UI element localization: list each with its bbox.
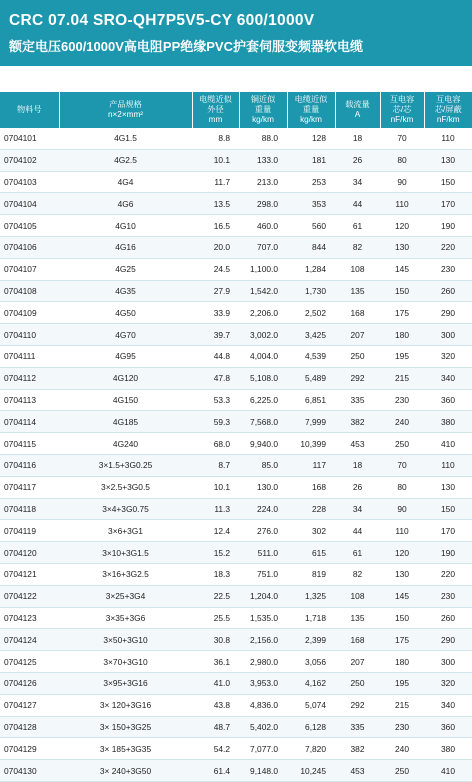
table-row xyxy=(0,520,472,542)
cell-capacitance-core-core: 110 xyxy=(380,193,424,215)
cell-copper-weight: 3,002.0 xyxy=(239,324,287,346)
table-row xyxy=(0,563,472,585)
cell-outer-diameter: 13.5 xyxy=(192,193,239,215)
cell-current-capacity: 61 xyxy=(335,542,380,564)
cell-capacitance-core-core: 230 xyxy=(380,716,424,738)
cell-capacitance-core-core: 180 xyxy=(380,324,424,346)
header-current-capacity: 载流量 A xyxy=(335,92,380,128)
page-subtitle: 额定电压600/1000V高电阻PP绝缘PVC护套伺服变频器软电缆 xyxy=(9,39,363,54)
cell-cable-weight: 10,399 xyxy=(300,438,326,449)
cell-capacitance-core-core: 70 xyxy=(397,133,407,144)
table-row xyxy=(0,476,472,498)
cell-capacitance-core-core: 215 xyxy=(380,367,424,389)
cell-code: 0704118 xyxy=(0,498,59,520)
cell-cable-weight: 2,399 xyxy=(287,629,335,651)
cell-capacitance-core-shield: 290 xyxy=(424,629,472,651)
cell-spec: 4G70 xyxy=(59,324,192,346)
cell-code: 0704116 xyxy=(0,454,59,476)
cell-code: 0704129 xyxy=(4,743,37,754)
cell-capacitance-core-core: 90 xyxy=(397,176,407,187)
cell-spec: 3×6+3G1 xyxy=(108,525,143,536)
cell-current-capacity: 382 xyxy=(350,743,365,754)
cell-copper-weight: 88.0 xyxy=(261,133,278,144)
cell-spec: 3×95+3G16 xyxy=(59,672,192,694)
cell-outer-diameter: 27.9 xyxy=(192,280,239,302)
cell-capacitance-core-core: 180 xyxy=(395,656,409,667)
table-row xyxy=(0,324,472,346)
cell-copper-weight: 6,225.0 xyxy=(250,394,278,405)
cell-spec: 3×10+3G1.5 xyxy=(59,542,192,564)
cell-current-capacity: 335 xyxy=(350,394,365,405)
cell-capacitance-core-shield: 150 xyxy=(424,498,472,520)
cell-capacitance-core-shield: 150 xyxy=(441,176,455,187)
cell-capacitance-core-shield: 300 xyxy=(441,656,455,667)
cell-spec: 3×50+3G10 xyxy=(59,629,192,651)
cell-spec: 4G185 xyxy=(59,411,192,433)
cell-capacitance-core-shield: 220 xyxy=(441,569,455,580)
cell-outer-diameter: 61.4 xyxy=(192,760,239,782)
cell-outer-diameter: 15.2 xyxy=(192,542,239,564)
cell-capacitance-core-shield: 220 xyxy=(424,236,472,258)
cell-spec: 4G2.5 xyxy=(59,149,192,171)
cell-outer-diameter: 22.5 xyxy=(192,585,239,607)
cell-cable-weight: 6,128 xyxy=(287,716,335,738)
header-spec: 产品规格 n×2×mm² xyxy=(59,92,192,128)
cell-copper-weight: 298.0 xyxy=(239,193,287,215)
cell-cable-weight: 5,074 xyxy=(305,700,326,711)
cell-code: 0704107 xyxy=(4,264,37,275)
cell-code: 0704102 xyxy=(0,149,59,171)
table-row xyxy=(0,302,472,324)
cell-spec: 3×35+3G6 xyxy=(105,612,146,623)
cell-copper-weight: 3,953.0 xyxy=(239,672,287,694)
cell-capacitance-core-shield: 360 xyxy=(424,716,472,738)
cell-capacitance-core-shield: 260 xyxy=(441,612,455,623)
cell-outer-diameter: 47.8 xyxy=(192,367,239,389)
table-row xyxy=(0,542,472,564)
cell-capacitance-core-shield: 190 xyxy=(441,220,455,231)
cell-copper-weight: 9,148.0 xyxy=(239,760,287,782)
cell-cable-weight: 302 xyxy=(312,525,326,536)
cell-code: 0704113 xyxy=(4,394,36,405)
cell-capacitance-core-core: 175 xyxy=(380,629,424,651)
cell-capacitance-core-shield: 130 xyxy=(424,149,472,171)
cell-current-capacity: 453 xyxy=(350,438,365,449)
cell-outer-diameter: 53.3 xyxy=(213,394,230,405)
cell-copper-weight: 4,004.0 xyxy=(250,351,278,362)
table-row xyxy=(0,760,472,782)
cell-capacitance-core-shield: 380 xyxy=(424,411,472,433)
table-row xyxy=(0,236,472,258)
cell-current-capacity: 292 xyxy=(350,700,365,711)
cell-capacitance-core-shield: 290 xyxy=(441,307,455,318)
table-row xyxy=(0,607,472,629)
cell-spec: 4G10 xyxy=(115,220,136,231)
cell-spec: 3×16+3G2.5 xyxy=(102,569,149,580)
cell-code: 0704103 xyxy=(4,176,37,187)
cell-copper-weight: 2,980.0 xyxy=(250,656,278,667)
cell-copper-weight: 1,535.0 xyxy=(250,612,278,623)
cell-copper-weight: 1,100.0 xyxy=(250,264,278,275)
cell-cable-weight: 2,502 xyxy=(305,307,326,318)
cell-current-capacity: 135 xyxy=(335,280,380,302)
cell-capacitance-core-core: 230 xyxy=(395,394,409,405)
table-row xyxy=(0,498,472,520)
cell-outer-diameter: 43.8 xyxy=(213,700,230,711)
cell-code: 0704128 xyxy=(0,716,59,738)
cell-spec: 4G16 xyxy=(59,236,192,258)
cell-cable-weight: 128 xyxy=(312,133,326,144)
cell-capacitance-core-core: 175 xyxy=(395,307,409,318)
cell-spec: 3×1.5+3G0.25 xyxy=(59,454,192,476)
cell-current-capacity: 26 xyxy=(335,149,380,171)
table-row xyxy=(0,672,472,694)
cell-current-capacity: 250 xyxy=(335,672,380,694)
cell-copper-weight: 751.0 xyxy=(257,569,278,580)
table-row xyxy=(0,454,472,476)
cell-code: 0704110 xyxy=(0,324,59,346)
cell-cable-weight: 1,325 xyxy=(287,585,335,607)
cell-current-capacity: 168 xyxy=(350,307,365,318)
cell-capacitance-core-shield: 410 xyxy=(424,760,472,782)
cell-current-capacity: 61 xyxy=(352,220,363,231)
cell-cable-weight: 6,851 xyxy=(305,394,326,405)
cell-code: 0704124 xyxy=(0,629,59,651)
table-row xyxy=(0,694,472,716)
cell-code: 0704120 xyxy=(0,542,59,564)
cell-capacitance-core-core: 215 xyxy=(395,700,409,711)
header-cable-weight: 电缆近似 重量 kg/km xyxy=(287,92,335,128)
cell-outer-diameter: 68.0 xyxy=(213,438,230,449)
cell-capacitance-core-core: 110 xyxy=(395,525,409,536)
cell-capacitance-core-core: 120 xyxy=(380,542,424,564)
cell-capacitance-core-shield: 170 xyxy=(441,525,455,536)
cell-current-capacity: 207 xyxy=(350,656,365,667)
cell-capacitance-core-shield: 300 xyxy=(424,324,472,346)
cell-copper-weight: 133.0 xyxy=(239,149,287,171)
cell-code: 0704112 xyxy=(0,367,59,389)
cell-cable-weight: 10,245 xyxy=(287,760,335,782)
cell-cable-weight: 819 xyxy=(312,569,326,580)
cell-cable-weight: 844 xyxy=(287,236,335,258)
cell-copper-weight: 224.0 xyxy=(239,498,287,520)
cell-spec: 3× 120+3G16 xyxy=(99,700,152,711)
cell-current-capacity: 82 xyxy=(335,236,380,258)
cell-code: 0704105 xyxy=(4,220,37,231)
cell-capacitance-core-core: 120 xyxy=(395,220,409,231)
cell-capacitance-core-core: 130 xyxy=(395,569,409,580)
cell-spec: 3×25+3G4 xyxy=(59,585,192,607)
cell-current-capacity: 108 xyxy=(350,264,365,275)
cell-copper-weight: 4,836.0 xyxy=(250,700,278,711)
cell-cable-weight: 117 xyxy=(287,454,335,476)
table-row xyxy=(0,149,472,171)
table-row xyxy=(0,171,472,193)
cell-current-capacity: 26 xyxy=(352,482,363,493)
cell-spec: 3× 185+3G35 xyxy=(99,743,152,754)
cell-capacitance-core-shield: 190 xyxy=(424,542,472,564)
cell-capacitance-core-core: 80 xyxy=(397,482,407,493)
cell-capacitance-core-shield: 230 xyxy=(441,264,455,275)
cell-capacitance-core-shield: 410 xyxy=(441,438,455,449)
cell-cable-weight: 1,718 xyxy=(305,612,326,623)
cell-capacitance-core-core: 145 xyxy=(380,585,424,607)
cell-cable-weight: 353 xyxy=(287,193,335,215)
cable-spec-table xyxy=(0,92,472,782)
cell-cable-weight: 253 xyxy=(312,176,326,187)
cell-code: 0704101 xyxy=(4,133,37,144)
cell-outer-diameter: 59.3 xyxy=(192,411,239,433)
cell-cable-weight: 1,284 xyxy=(305,264,326,275)
table-row xyxy=(0,738,472,760)
table-row xyxy=(0,280,472,302)
table-row xyxy=(0,215,472,237)
cell-outer-diameter: 11.7 xyxy=(214,176,230,187)
cell-copper-weight: 276.0 xyxy=(257,525,278,536)
cell-spec: 4G120 xyxy=(59,367,192,389)
cell-outer-diameter: 36.1 xyxy=(213,656,230,667)
cell-outer-diameter: 44.8 xyxy=(213,351,230,362)
cell-copper-weight: 7,077.0 xyxy=(250,743,278,754)
page-title: CRC 07.04 SRO-QH7P5V5-CY 600/1000V xyxy=(9,12,315,29)
cell-code: 0704114 xyxy=(0,411,59,433)
cell-capacitance-core-core: 195 xyxy=(395,351,409,362)
cell-code: 0704121 xyxy=(4,569,37,580)
cell-current-capacity: 207 xyxy=(335,324,380,346)
table-row xyxy=(0,585,472,607)
cell-capacitance-core-core: 90 xyxy=(380,498,424,520)
cell-current-capacity: 335 xyxy=(335,716,380,738)
cell-spec: 4G25 xyxy=(115,264,136,275)
cell-capacitance-core-shield: 110 xyxy=(441,133,455,144)
cell-capacitance-core-shield: 260 xyxy=(424,280,472,302)
cell-outer-diameter: 20.0 xyxy=(192,236,239,258)
table-row xyxy=(0,389,472,411)
cell-copper-weight: 85.0 xyxy=(239,454,287,476)
cell-cable-weight: 615 xyxy=(287,542,335,564)
cell-spec: 4G95 xyxy=(115,351,136,362)
cell-spec: 3×2.5+3G0.5 xyxy=(101,482,150,493)
cell-cable-weight: 1,730 xyxy=(287,280,335,302)
cell-capacitance-core-core: 195 xyxy=(380,672,424,694)
cell-spec: 4G240 xyxy=(112,438,139,449)
cell-cable-weight: 228 xyxy=(287,498,335,520)
cell-copper-weight: 2,206.0 xyxy=(250,307,278,318)
cell-copper-weight: 130.0 xyxy=(257,482,278,493)
cell-capacitance-core-core: 150 xyxy=(380,280,424,302)
cell-capacitance-core-shield: 320 xyxy=(424,672,472,694)
cell-spec: 3×4+3G0.75 xyxy=(59,498,192,520)
cell-outer-diameter: 25.5 xyxy=(213,612,230,623)
cell-capacitance-core-core: 250 xyxy=(395,438,409,449)
header-code: 物料号 xyxy=(0,92,59,128)
cell-spec: 3×70+3G10 xyxy=(103,656,148,667)
cell-spec: 3× 240+3G50 xyxy=(59,760,192,782)
cell-code: 0704104 xyxy=(0,193,59,215)
cell-current-capacity: 18 xyxy=(335,454,380,476)
cell-current-capacity: 34 xyxy=(352,176,363,187)
cell-current-capacity: 108 xyxy=(335,585,380,607)
cell-cable-weight: 4,539 xyxy=(305,351,326,362)
cell-outer-diameter: 54.2 xyxy=(213,743,230,754)
cell-outer-diameter: 48.7 xyxy=(192,716,239,738)
cell-cable-weight: 560 xyxy=(312,220,326,231)
cell-copper-weight: 213.0 xyxy=(257,176,278,187)
cell-cable-weight: 4,162 xyxy=(287,672,335,694)
cell-code: 0704111 xyxy=(4,351,36,362)
header-copper-weight: 铜近似 重量 kg/km xyxy=(239,92,287,128)
cell-cable-weight: 3,425 xyxy=(287,324,335,346)
cell-cable-weight: 5,489 xyxy=(287,367,335,389)
cell-cable-weight: 3,056 xyxy=(305,656,326,667)
cell-outer-diameter: 12.4 xyxy=(213,525,230,536)
cell-outer-diameter: 10.1 xyxy=(192,149,239,171)
table-row xyxy=(0,258,472,280)
cell-copper-weight: 511.0 xyxy=(239,542,287,564)
cell-current-capacity: 135 xyxy=(350,612,365,623)
table-row xyxy=(0,367,472,389)
cell-outer-diameter: 8.8 xyxy=(218,133,230,144)
cell-capacitance-core-shield: 230 xyxy=(424,585,472,607)
cell-current-capacity: 168 xyxy=(335,629,380,651)
cell-capacitance-core-core: 80 xyxy=(380,149,424,171)
cell-capacitance-core-shield: 110 xyxy=(424,454,472,476)
cell-copper-weight: 9,940.0 xyxy=(250,438,278,449)
cell-current-capacity: 34 xyxy=(335,498,380,520)
cell-capacitance-core-shield: 380 xyxy=(441,743,455,754)
cell-copper-weight: 2,156.0 xyxy=(239,629,287,651)
cell-copper-weight: 7,568.0 xyxy=(239,411,287,433)
cell-copper-weight: 1,542.0 xyxy=(239,280,287,302)
table-row xyxy=(0,193,472,215)
header-capacitance-core-core: 互电容 芯/芯 nF/km xyxy=(380,92,424,128)
cell-spec: 4G150 xyxy=(112,394,139,405)
cell-outer-diameter: 33.9 xyxy=(213,307,230,318)
table-row xyxy=(0,345,472,367)
cell-outer-diameter: 18.3 xyxy=(213,569,230,580)
table-row xyxy=(0,433,472,455)
cell-current-capacity: 453 xyxy=(335,760,380,782)
table-row xyxy=(0,716,472,738)
cell-capacitance-core-shield: 340 xyxy=(424,367,472,389)
cell-copper-weight: 460.0 xyxy=(257,220,278,231)
cell-current-capacity: 44 xyxy=(352,525,363,536)
cell-outer-diameter: 39.7 xyxy=(192,324,239,346)
header-capacitance-core-shield: 互电容 芯/屏蔽 nF/km xyxy=(424,92,472,128)
cell-current-capacity: 82 xyxy=(352,569,363,580)
cell-code: 0704127 xyxy=(4,700,37,711)
cell-copper-weight: 1,204.0 xyxy=(239,585,287,607)
cell-capacitance-core-shield: 130 xyxy=(441,482,455,493)
cell-outer-diameter: 11.3 xyxy=(192,498,239,520)
cell-cable-weight: 7,820 xyxy=(305,743,326,754)
table-row xyxy=(0,128,472,149)
cell-code: 0704117 xyxy=(4,482,36,493)
cell-capacitance-core-shield: 360 xyxy=(441,394,455,405)
cell-cable-weight: 7,999 xyxy=(287,411,335,433)
cell-current-capacity: 250 xyxy=(350,351,365,362)
cell-code: 0704130 xyxy=(0,760,59,782)
cell-cable-weight: 168 xyxy=(312,482,326,493)
cell-capacitance-core-shield: 170 xyxy=(424,193,472,215)
cell-capacitance-core-core: 145 xyxy=(395,264,409,275)
cell-spec: 4G50 xyxy=(115,307,136,318)
cell-code: 0704123 xyxy=(4,612,37,623)
cell-code: 0704108 xyxy=(0,280,59,302)
header-outer-diameter: 电缆近似 外径 mm xyxy=(192,92,239,128)
cell-capacitance-core-core: 130 xyxy=(380,236,424,258)
cell-current-capacity: 18 xyxy=(352,133,363,144)
cell-outer-diameter: 30.8 xyxy=(192,629,239,651)
cell-capacitance-core-core: 150 xyxy=(395,612,409,623)
cell-spec: 4G4 xyxy=(117,176,134,187)
cell-copper-weight: 5,402.0 xyxy=(239,716,287,738)
cell-code: 0704106 xyxy=(0,236,59,258)
cell-capacitance-core-core: 240 xyxy=(380,411,424,433)
cell-outer-diameter: 16.5 xyxy=(213,220,230,231)
table-header-row xyxy=(0,92,472,128)
cell-code: 0704115 xyxy=(4,438,36,449)
cell-code: 0704109 xyxy=(4,307,37,318)
cell-capacitance-core-shield: 340 xyxy=(441,700,455,711)
cell-outer-diameter: 41.0 xyxy=(192,672,239,694)
cell-cable-weight: 181 xyxy=(287,149,335,171)
cell-copper-weight: 707.0 xyxy=(239,236,287,258)
cell-spec: 3× 150+3G25 xyxy=(59,716,192,738)
cell-code: 0704125 xyxy=(4,656,37,667)
cell-outer-diameter: 8.7 xyxy=(192,454,239,476)
cell-outer-diameter: 10.1 xyxy=(213,482,230,493)
cell-outer-diameter: 24.5 xyxy=(213,264,230,275)
cell-copper-weight: 5,108.0 xyxy=(239,367,287,389)
cell-current-capacity: 382 xyxy=(335,411,380,433)
cell-spec: 4G6 xyxy=(59,193,192,215)
cell-spec: 4G1.5 xyxy=(114,133,137,144)
table-row xyxy=(0,411,472,433)
table-row xyxy=(0,629,472,651)
table-row xyxy=(0,651,472,673)
cell-capacitance-core-core: 70 xyxy=(380,454,424,476)
cell-code: 0704119 xyxy=(4,525,36,536)
cell-capacitance-core-core: 250 xyxy=(380,760,424,782)
cell-code: 0704122 xyxy=(0,585,59,607)
cell-current-capacity: 292 xyxy=(335,367,380,389)
title-banner xyxy=(0,0,472,66)
cell-capacitance-core-core: 240 xyxy=(395,743,409,754)
cell-current-capacity: 44 xyxy=(335,193,380,215)
cell-capacitance-core-shield: 320 xyxy=(441,351,455,362)
cell-spec: 4G35 xyxy=(59,280,192,302)
cell-code: 0704126 xyxy=(0,672,59,694)
